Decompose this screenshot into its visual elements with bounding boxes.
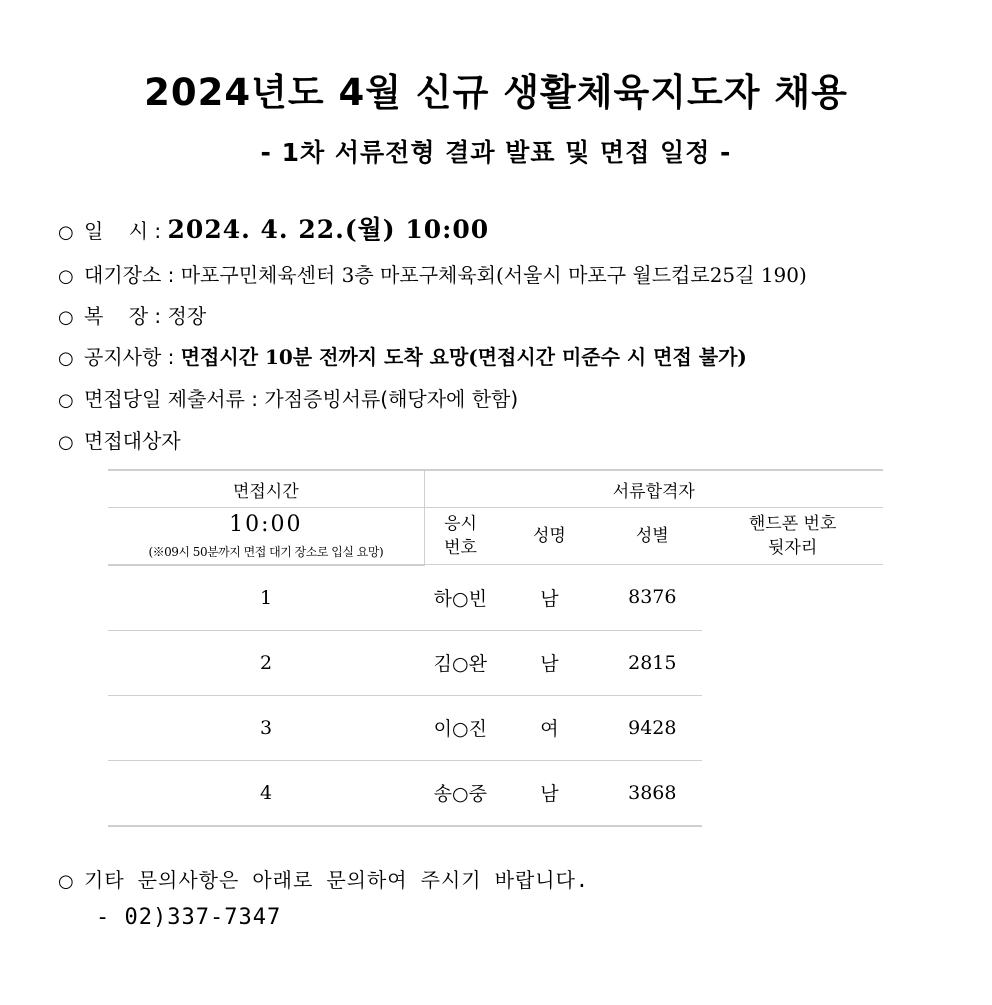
header-gender: 성별 [602, 508, 702, 565]
bullet-icon: ○ [58, 222, 74, 243]
table-row [108, 695, 883, 760]
cell-name: 김○완 [424, 630, 496, 695]
date-row [58, 210, 489, 246]
cell-name: 송○중 [424, 760, 496, 826]
docs-row [58, 383, 518, 412]
bullet-icon: ○ [58, 348, 74, 369]
time-cell [108, 508, 424, 565]
header-passed: 서류합격자 [424, 470, 883, 508]
place-row [58, 259, 807, 288]
cell-number: 2 [108, 630, 424, 695]
interview-table [108, 469, 883, 827]
cell-gender: 남 [497, 630, 603, 695]
cell-gender: 남 [497, 565, 603, 631]
notice-row [58, 341, 747, 370]
bullet-icon: ○ [58, 432, 74, 453]
table-row [108, 630, 883, 695]
cell-phone: 2815 [602, 630, 702, 695]
contact-text: 기타 문의사항은 아래로 문의하여 주시기 바랍니다. [84, 868, 589, 892]
docs-label: 면접당일 제출서류 : [84, 387, 265, 411]
date-value: 2024. 4. 22.(월) 10:00 [167, 215, 490, 244]
notice-value: 면접시간 10분 전까지 도착 요망(면접시간 미준수 시 면접 불가) [180, 345, 747, 369]
table-row [108, 565, 883, 631]
cell-gender: 남 [497, 760, 603, 826]
cell-phone: 9428 [602, 695, 702, 760]
place-value: 마포구민체육센터 3층 마포구체육회(서울시 마포구 월드컵로25길 190) [180, 263, 807, 287]
header-time: 면접시간 [108, 470, 424, 508]
dress-row [58, 300, 206, 329]
page-subtitle: - 1차 서류전형 결과 발표 및 면접 일정 - [260, 138, 732, 167]
candidates-heading: 면접대상자 [84, 429, 181, 453]
cell-name: 하○빈 [424, 565, 496, 631]
contact-phone: - 02)337-7347 [96, 905, 282, 930]
notice-label: 공지사항 : [84, 345, 181, 369]
header-phone: 핸드폰 번호 뒷자리 [702, 508, 883, 565]
bullet-icon: ○ [58, 871, 74, 892]
cell-gender: 여 [497, 695, 603, 760]
cell-phone: 8376 [602, 565, 702, 631]
contact-row [58, 864, 589, 893]
bullet-icon: ○ [58, 266, 74, 287]
dress-label: 복 장 : [84, 304, 168, 328]
bullet-icon: ○ [58, 390, 74, 411]
cell-phone: 3868 [602, 760, 702, 826]
time-note: (※09시 50분까지 면접 대기 장소로 입실 요망) [148, 544, 384, 559]
cell-number: 1 [108, 565, 424, 631]
candidates-heading-row [58, 425, 181, 454]
interview-time: 10:00 [229, 511, 303, 537]
dress-value: 정장 [167, 304, 207, 328]
header-name: 성명 [497, 508, 603, 565]
page-title: 2024년도 4월 신규 생활체육지도자 채용 [144, 71, 848, 114]
cell-name: 이○진 [424, 695, 496, 760]
place-label: 대기장소 : [84, 263, 181, 287]
cell-number: 3 [108, 695, 424, 760]
header-number: 응시 번호 [424, 508, 496, 565]
docs-value: 가점증빙서류(해당자에 한함) [264, 387, 519, 411]
cell-number: 4 [108, 760, 424, 826]
date-label: 일 시 : [84, 219, 168, 243]
table-row [108, 760, 883, 826]
bullet-icon: ○ [58, 307, 74, 328]
